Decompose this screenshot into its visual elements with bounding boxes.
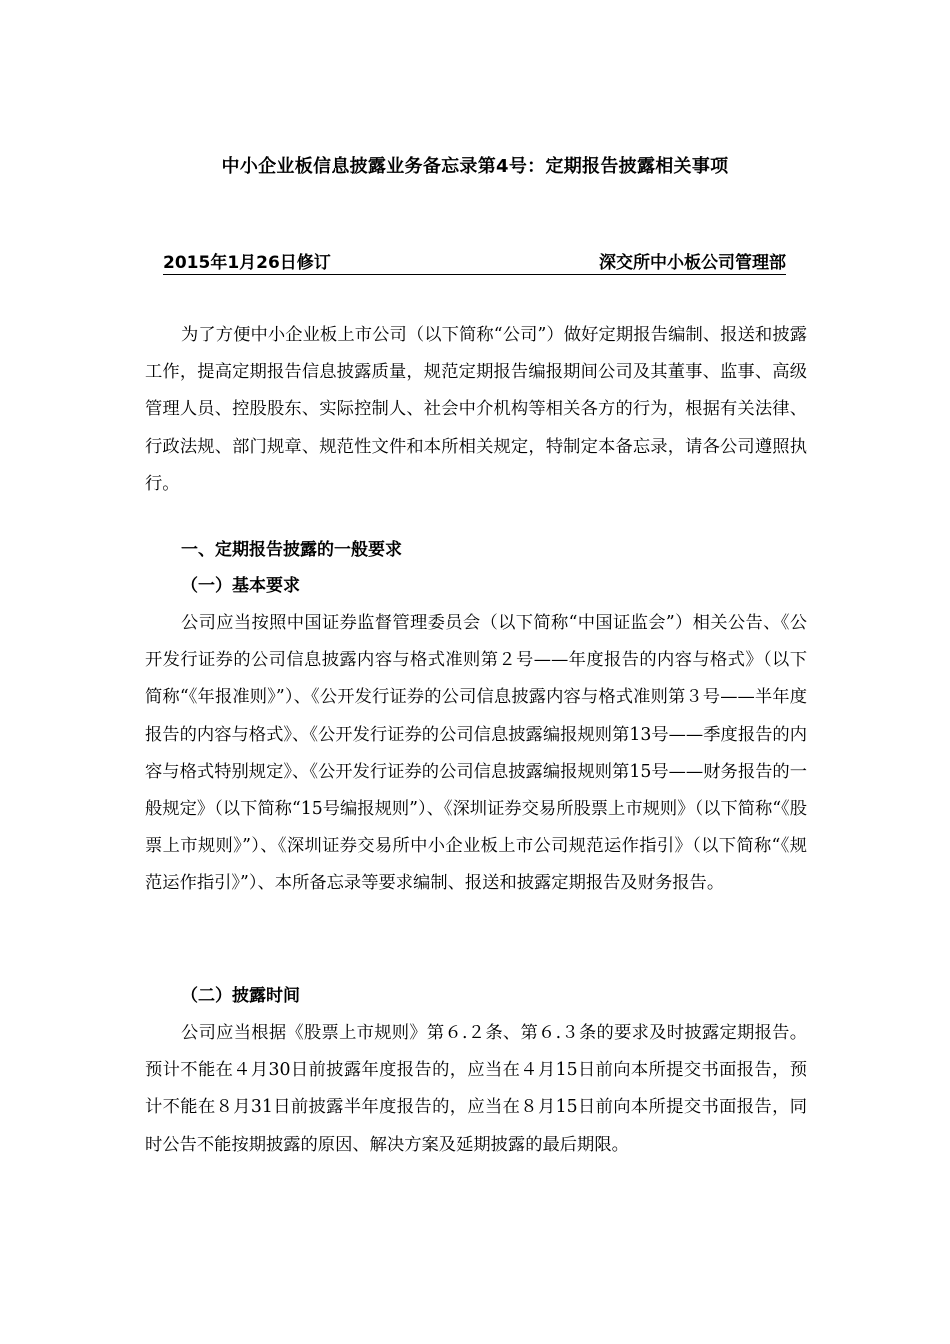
intro-paragraph: 为了方便中小企业板上市公司（以下简称“公司”）做好定期报告编制、报送和披露工作，提高定期报告信息披露质量，规范定期报告编报期间公司及其董事、监事、高级管理人员、控股股东、实际控制人、社会中介机构等相关各方的行为，根据有关法律、行政法规、部门规章、规范性文件和本所相关规定，特制定本备忘录，请各公司遵照执行。 [145, 325, 807, 494]
revision-date: 2015年1月26日修订 [163, 253, 331, 273]
section-heading: 一、定期报告披露的一般要求 [181, 540, 402, 560]
issuing-department: 深交所中小板公司管理部 [599, 253, 786, 273]
subsection-heading-basic-requirements: （一）基本要求 [181, 576, 300, 596]
disclosure-time-paragraph: 公司应当根据《股票上市规则》第６.２条、第６.３条的要求及时披露定期报告。预计不能在４月30日前披露年度报告的，应当在４月15日前向本所提交书面报告，预计不能在８月31日前披露半年度报告的，应当在８月15日前向本所提交书面报告，同时公告不能按期披露的原因、解决方案及延期披露的最后期限。 [145, 1023, 807, 1155]
basic-requirements-paragraph: 公司应当按照中国证券监督管理委员会（以下简称“中国证监会”）相关公告、《公开发行证券的公司信息披露内容与格式准则第２号——年度报告的内容与格式》（以下简称“《年报准则》”）、《公开发行证券的公司信息披露内容与格式准则第３号——半年度报告的内容与格式》、《公开发行证券的公司信息披露编报规则第13号——季度报告的内容与格式特别规定》、《公开发行证券的公司信息披露编报规则第15号——财务报告的一般规定》（以下简称“15号编报规则”）、《深圳证券交易所股票上市规则》（以下简称“《股票上市规则》”）、《深圳证券交易所中小企业板上市公司规范运作指引》（以下简称“《规范运作指引》”）、本所备忘录等要求编制、报送和披露定期报告及财务报告。 [145, 613, 807, 894]
subsection-heading-disclosure-time: （二）披露时间 [181, 986, 300, 1006]
revision-line [163, 248, 786, 275]
document-title: 中小企业板信息披露业务备忘录第4号：定期报告披露相关事项 [221, 156, 729, 177]
